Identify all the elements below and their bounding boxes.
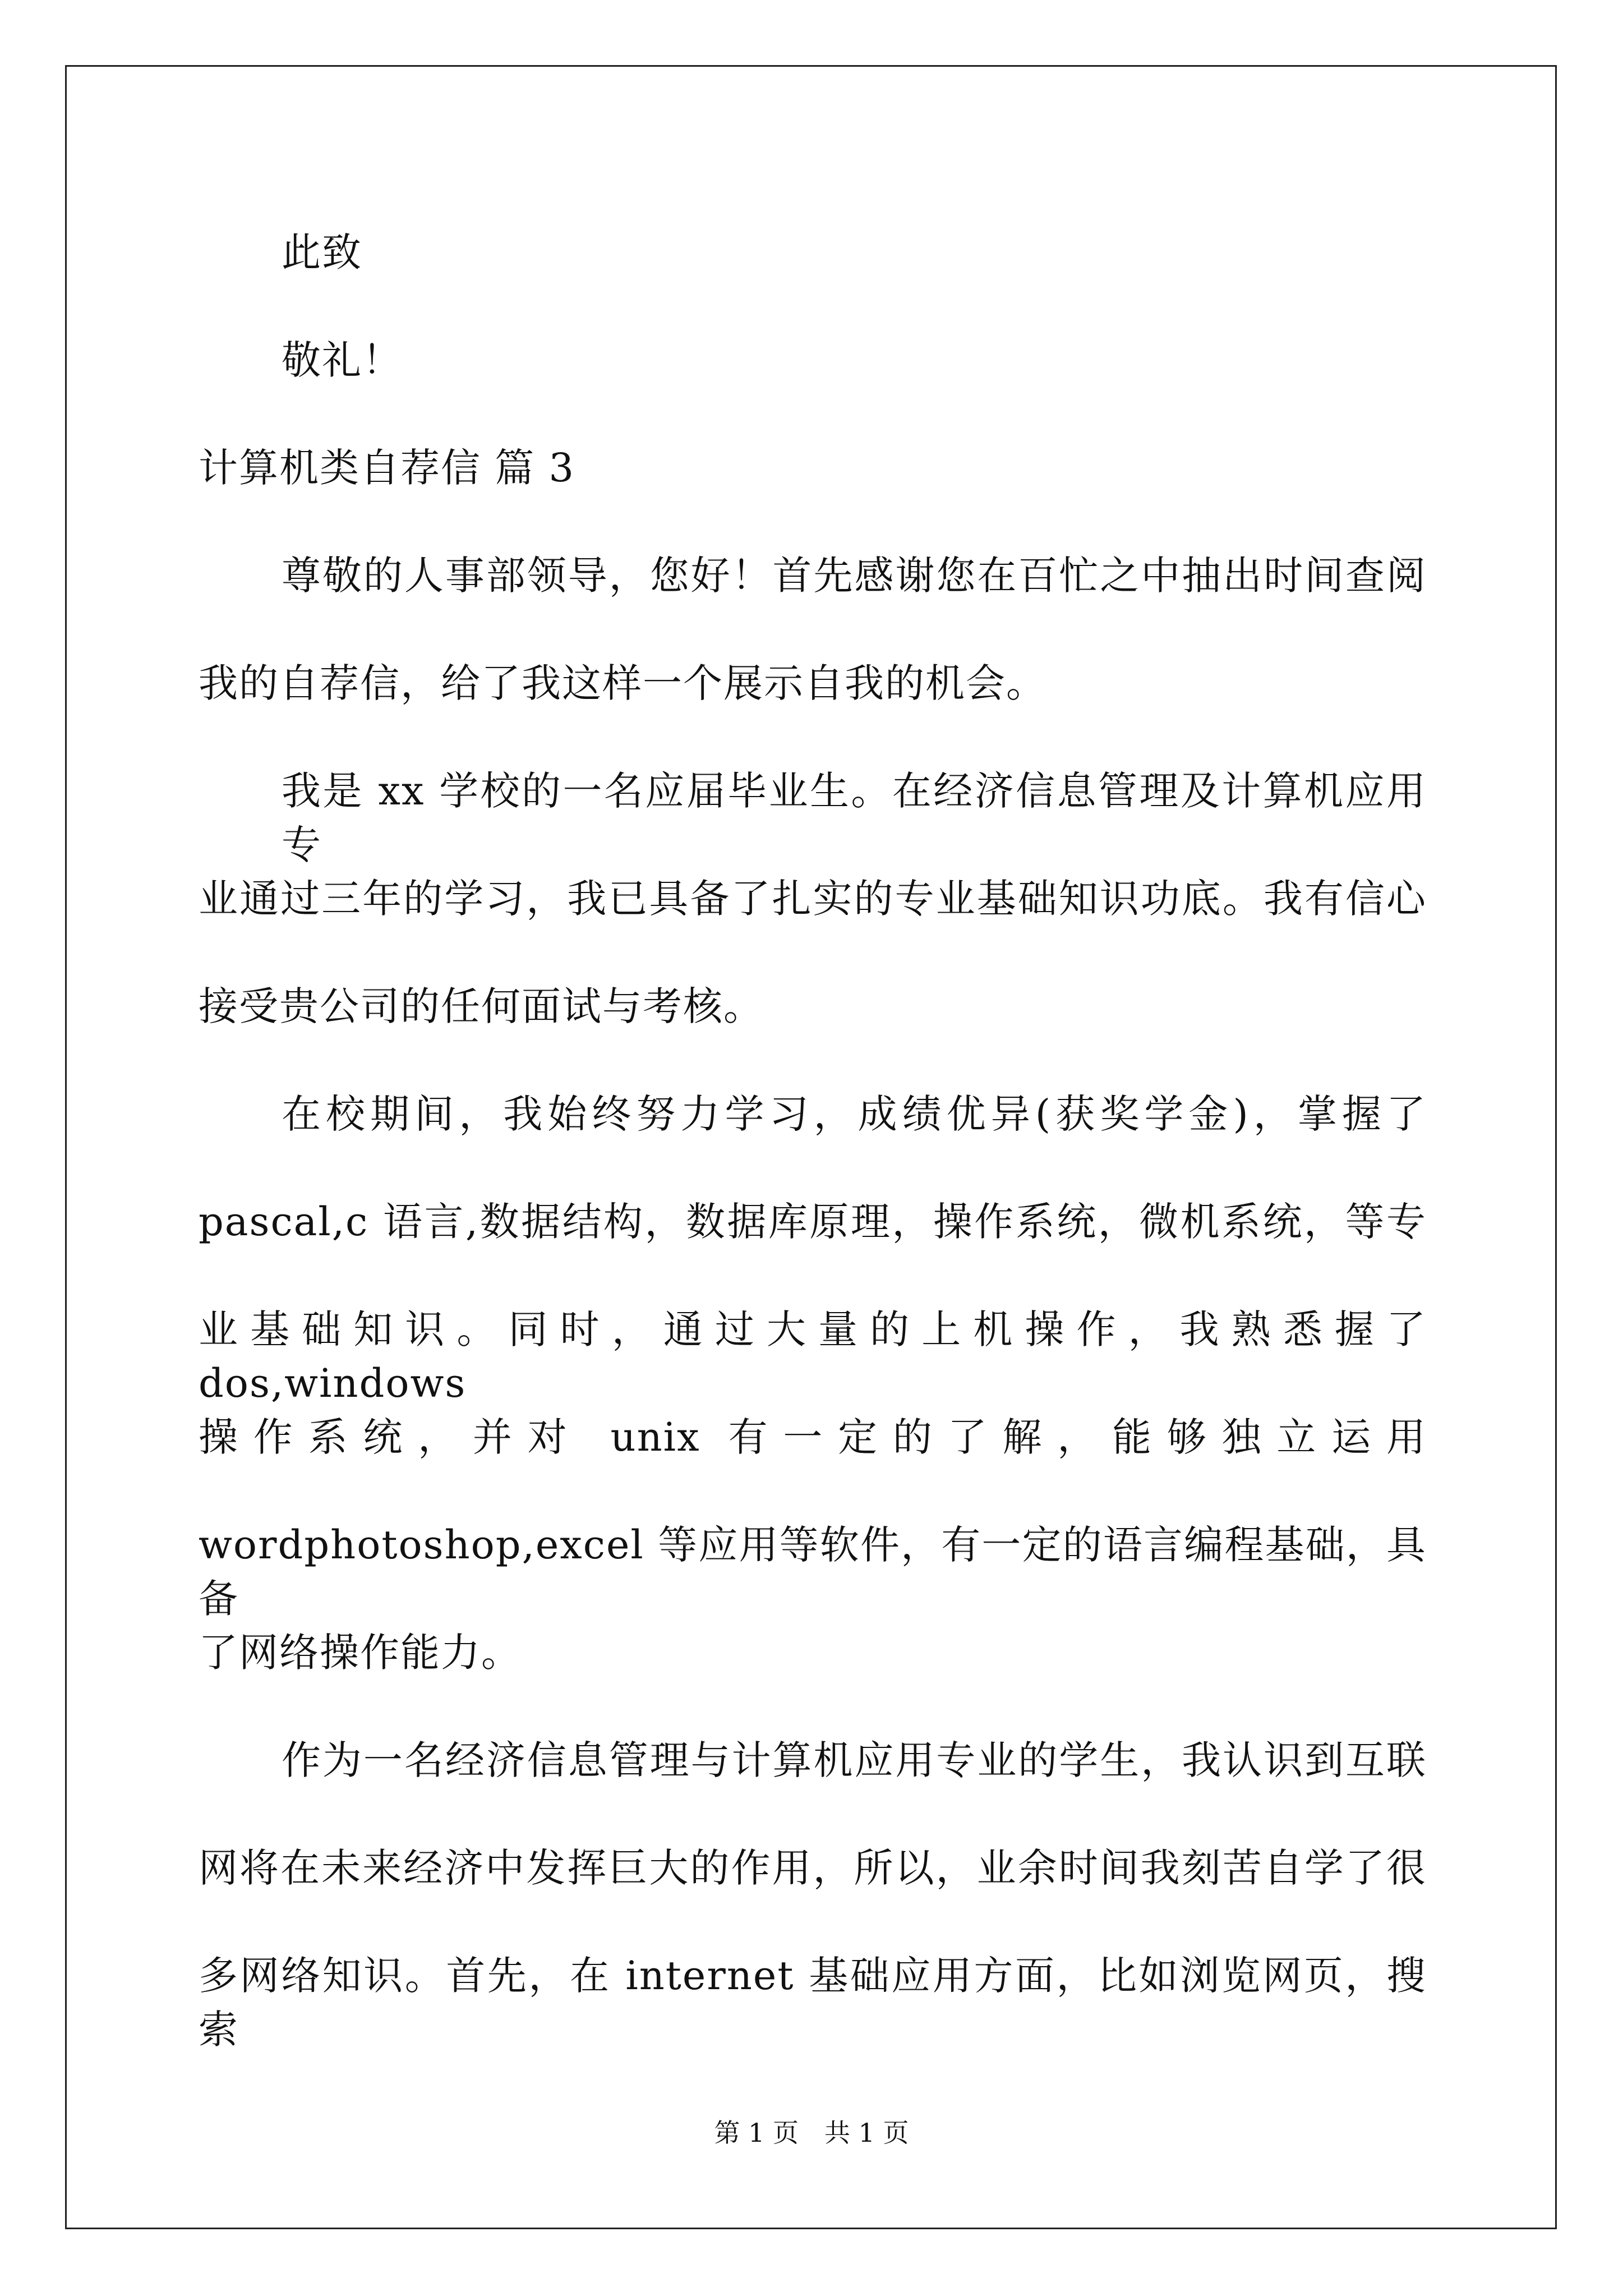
paragraph-3-line-3: 业基础知识。同时，通过大量的上机操作，我熟悉握了 dos,windows [199,1306,1427,1406]
closing-salutation: 此致 [282,229,362,275]
paragraph-2-line-1: 我是 xx 学校的一名应届毕业生。在经济信息管理及计算机应用专 [282,768,1427,868]
page-footer: 第 1 页 共 1 页 [714,2118,909,2148]
paragraph-4-line-3: 多网络知识。首先，在 internet 基础应用方面，比如浏览网页，搜索 [199,1953,1427,2053]
paragraph-3-line-5: wordphotoshop,excel 等应用等软件，有一定的语言编程基础，具备 [199,1522,1427,1622]
paragraph-3-line-6: 了网络操作能力。 [199,1630,522,1676]
paragraph-1-line-1: 尊敬的人事部领导，您好！首先感谢您在百忙之中抽出时间查阅 [282,553,1427,599]
paragraph-3-line-2: pascal,c 语言,数据结构，数据库原理，操作系统，微机系统，等专 [199,1199,1427,1245]
closing-regards: 敬礼！ [282,337,403,383]
paragraph-3-line-4: 操作系统，并对 unix 有一定的了解，能够独立运用 [199,1414,1427,1460]
paragraph-1-line-2: 我的自荐信，给了我这样一个展示自我的机会。 [199,660,1046,706]
paragraph-4-line-1: 作为一名经济信息管理与计算机应用专业的学生，我认识到互联 [282,1737,1427,1783]
page-border [65,65,1557,2229]
paragraph-2-line-3: 接受贵公司的任何面试与考核。 [199,983,764,1029]
paragraph-2-line-2: 业通过三年的学习，我已具备了扎实的专业基础知识功底。我有信心 [199,876,1427,922]
paragraph-4-line-2: 网将在未来经济中发挥巨大的作用，所以，业余时间我刻苦自学了很 [199,1845,1427,1891]
paragraph-3-line-1: 在校期间，我始终努力学习，成绩优异(获奖学金)，掌握了 [282,1091,1427,1137]
section-title: 计算机类自荐信 篇 3 [199,445,575,491]
